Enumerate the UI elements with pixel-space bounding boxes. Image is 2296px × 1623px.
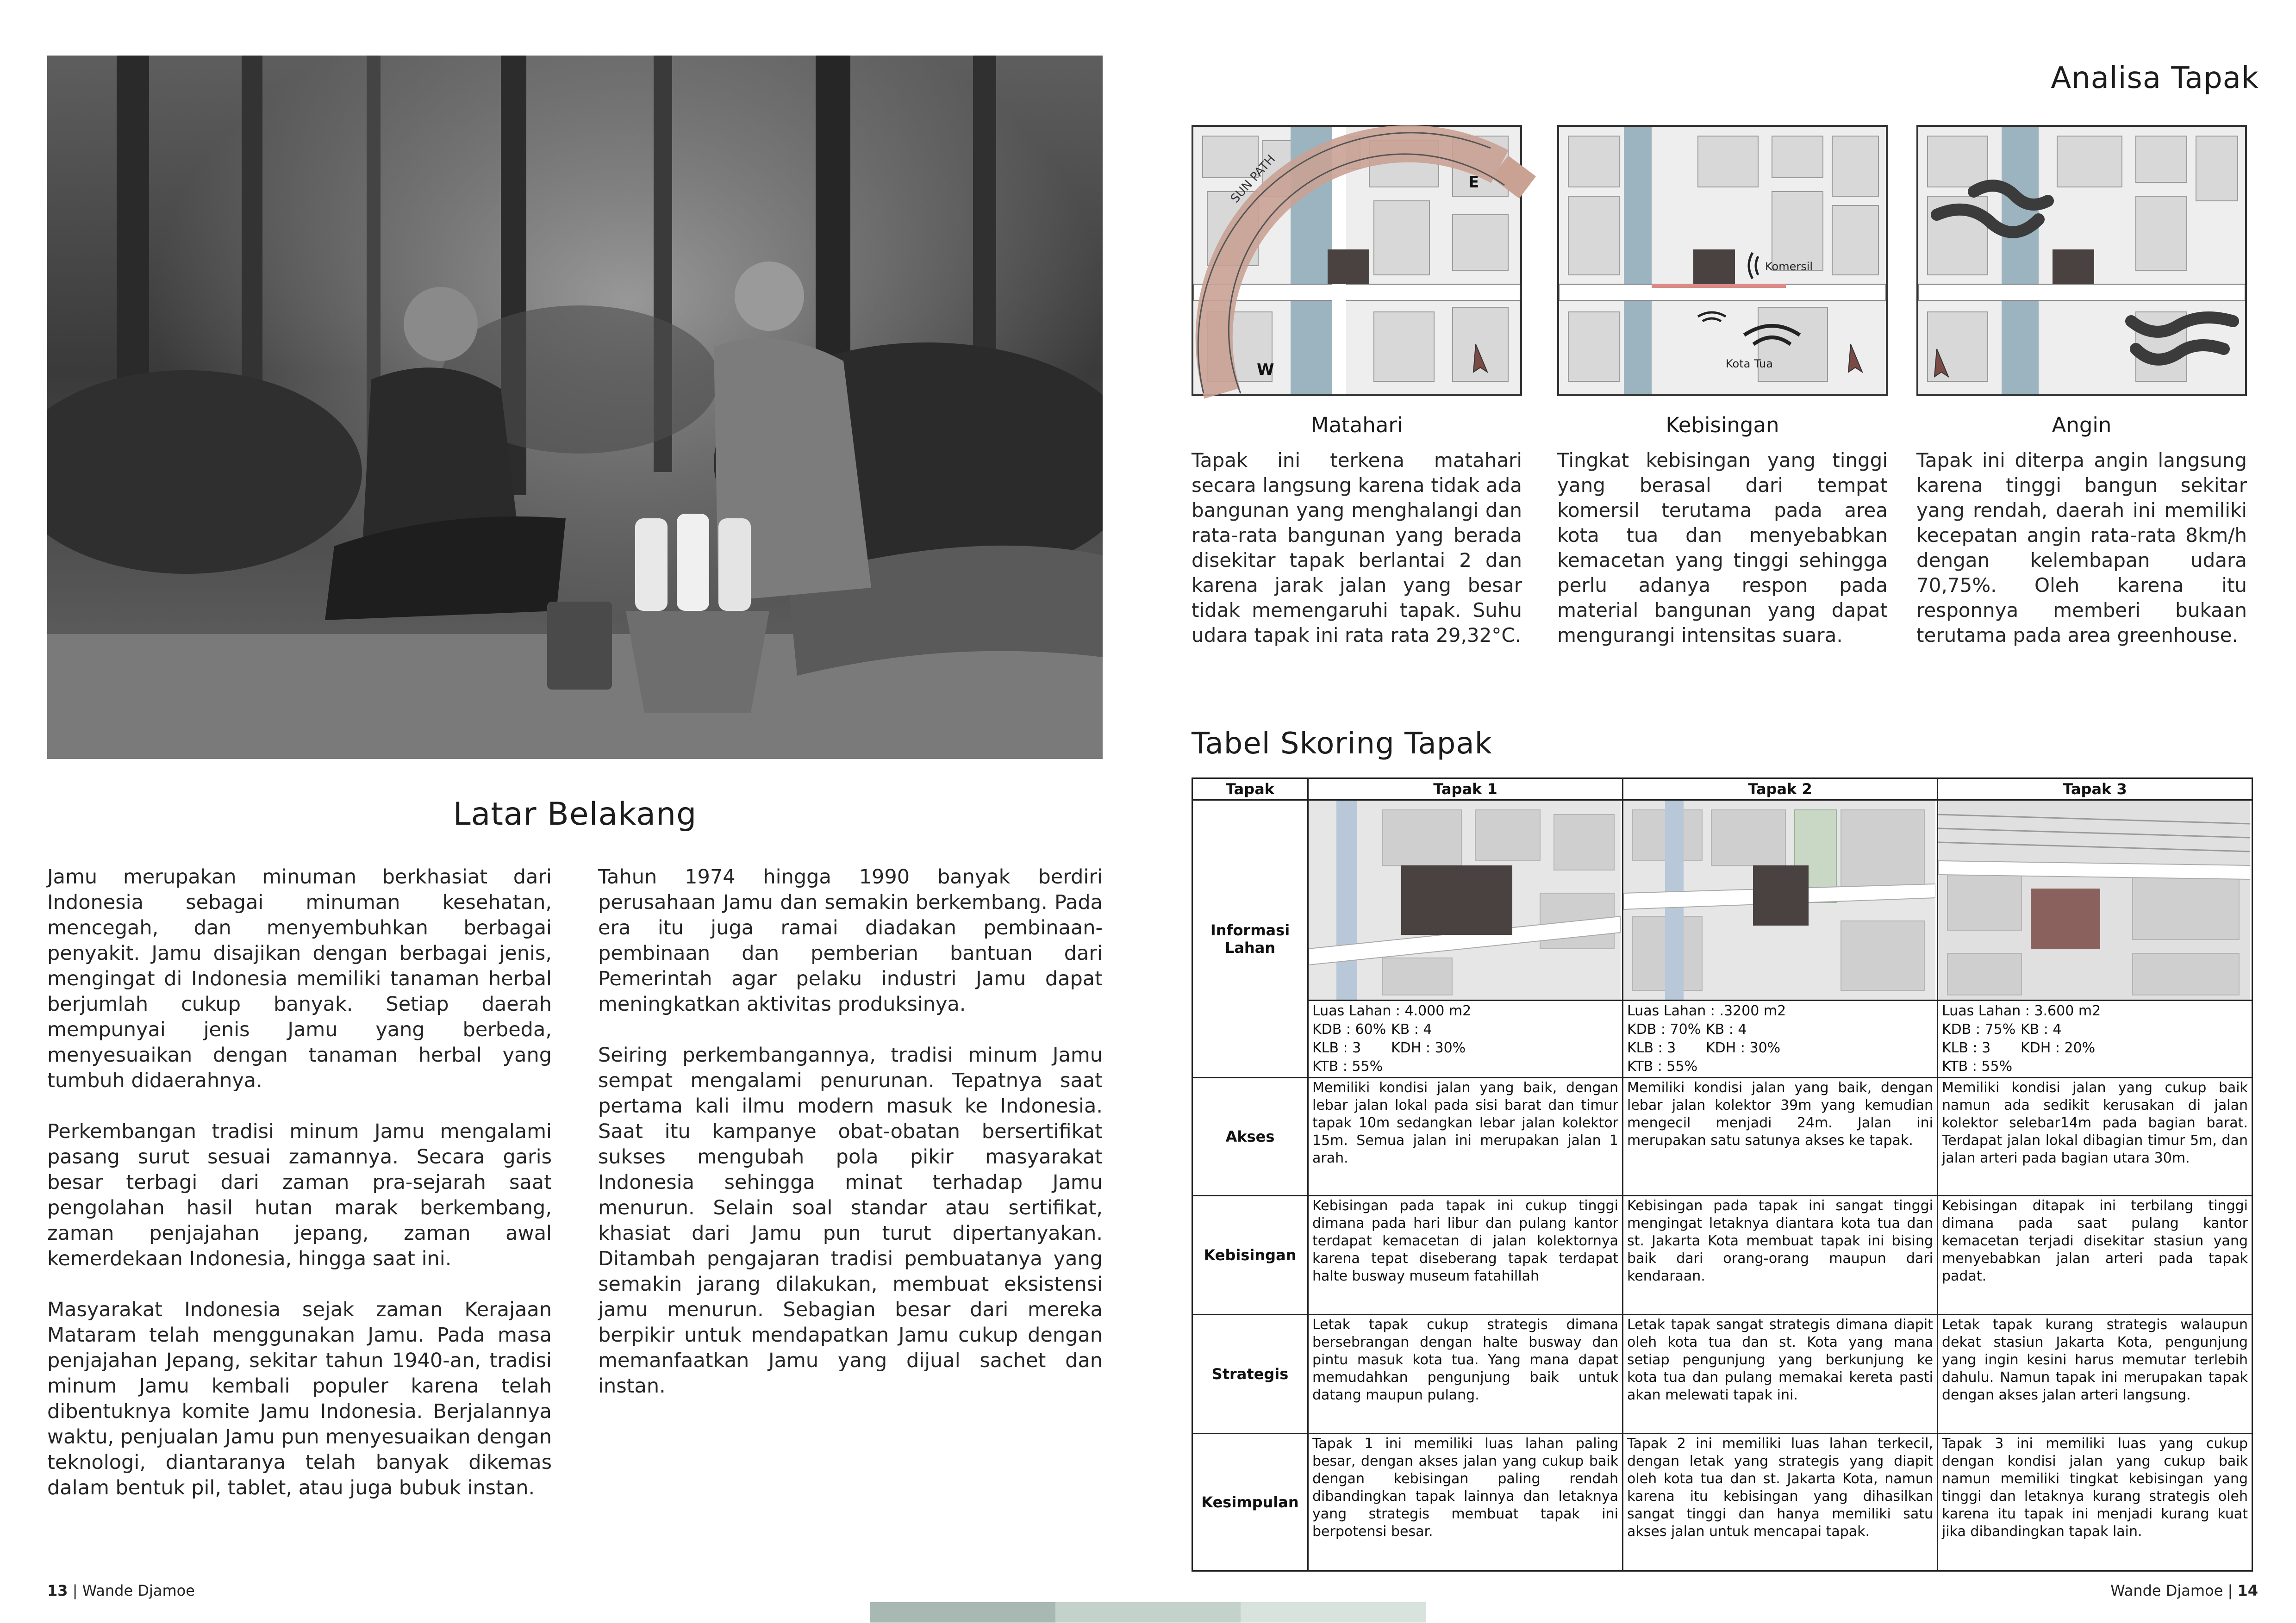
analysis-title-kebisingan: Kebisingan bbox=[1666, 413, 1779, 437]
ktb: KTB : 55% bbox=[1627, 1058, 1698, 1075]
body-column-1 bbox=[47, 864, 552, 1526]
table-cell: Tapak 2 ini memiliki luas lahan terkecil, dengan letak yang strategis yang diapit oleh kota tua dan st. Jakarta Kota, namun karena itu kebisingan yang dihasilkan sangat tinggi dan hanya memiliki satu akses jalan untuk mencapai tapak. bbox=[1623, 1434, 1938, 1571]
luas-lahan: Luas Lahan : 4.000 m2 bbox=[1312, 1003, 1472, 1019]
table-header-row bbox=[1192, 778, 2252, 800]
analysis-text-angin: Tapak ini diterpa angin langsung karena tinggi bangun sekitar yang rendah, daerah ini memiliki kecepatan angin rata-rata 8km/h dengan kelembapan udara 70,75%. Oleh karena itu responnya memberi bukaan terutama pada area greenhouse. bbox=[1916, 449, 2247, 647]
table-cell: Memiliki kondisi jalan yang baik, dengan lebar jalan kolektor 39m yang kemudian mengecil menjadi 24m. Jalan ini merupakan satu satunya akses ke tapak. bbox=[1623, 1078, 1938, 1196]
table-row-akses bbox=[1192, 1078, 2252, 1196]
table-header: Tapak 1 bbox=[1308, 778, 1623, 800]
table-cell: Tapak 1 ini memiliki luas lahan paling besar, dengan akses jalan yang cukup baik dengan kebisingan paling rendah dibandingkan tapak lainnya dan letaknya yang strategis membuat tapak ini berpotensi besar. bbox=[1308, 1434, 1623, 1571]
table-cell: Tapak 3 ini memiliki luas yang cukup dengan kondisi jalan yang cukup baik namun memiliki tingkat kebisingan yang tinggi dan letaknya kurang strategis oleh karena itu tapak ini menjadi kurang kuat jika dibandingkan tapak lain. bbox=[1938, 1434, 2252, 1571]
klb: KLB : 3 bbox=[1942, 1040, 1991, 1056]
table-row-info bbox=[1192, 1001, 2252, 1078]
sun-path-diagram bbox=[1167, 106, 1546, 403]
page-number: 13 bbox=[47, 1582, 68, 1599]
site-building bbox=[2031, 889, 2100, 949]
row-label-kebisingan: Kebisingan bbox=[1192, 1196, 1308, 1315]
row-label-strategis: Strategis bbox=[1192, 1315, 1308, 1434]
footer-brand: Wande Djamoe bbox=[2110, 1582, 2223, 1599]
tapak-3-info bbox=[1938, 1001, 2252, 1078]
klb: KLB : 3 bbox=[1312, 1040, 1361, 1056]
footer-right: Wande Djamoe | 14 bbox=[2110, 1582, 2258, 1599]
site-map-kebisingan bbox=[1557, 125, 1888, 396]
strip-segment bbox=[1241, 1602, 1426, 1623]
table-cell: Letak tapak cukup strategis dimana bersebrangan dengan halte busway dan pintu masuk kota tua. Yang mana dapat memudahkan pengunjung baik untuk datang maupun pulang. bbox=[1308, 1315, 1623, 1434]
tapak-3-map bbox=[1938, 800, 2252, 1001]
section-title-latar-belakang: Latar Belakang bbox=[453, 796, 697, 833]
decorative-color-strip bbox=[870, 1602, 1426, 1623]
analysis-title-angin: Angin bbox=[2052, 413, 2112, 437]
tapak-2-info bbox=[1623, 1001, 1938, 1078]
table-header: Tapak 3 bbox=[1938, 778, 2252, 800]
table-cell: Kebisingan pada tapak ini cukup tinggi dimana pada hari libur dan pulang kantor terdapat kemacetan di jalan kolektornya karena tepat diseberang tapak terdapat halte busway museum fatahillah bbox=[1308, 1196, 1623, 1315]
paragraph: Tahun 1974 hingga 1990 banyak berdiri perusahaan Jamu dan semakin berkembang. Pada era itu juga ramai diadakan pembinaan-pembinaan dan pemberian bantuan dari Pemerintah agar pelaku industri Jamu dapat meningkatkan aktivitas produksinya. bbox=[598, 865, 1103, 1016]
kdb: KDB : 60% bbox=[1312, 1021, 1386, 1038]
table-row-map bbox=[1192, 800, 2252, 1001]
table-cell: Memiliki kondisi jalan yang cukup baik namun ada sedikit kerusakan di jalan kolektor selebar14m pada bagian barat. Terdapat jalan lokal dibagian timur 5m, dan jalan arteri pada bagian utara 30m. bbox=[1938, 1078, 2252, 1196]
kdb: KDB : 70% bbox=[1627, 1021, 1701, 1038]
tabel-skoring-title: Tabel Skoring Tapak bbox=[1192, 727, 1492, 761]
row-label-akses: Akses bbox=[1192, 1078, 1308, 1196]
kdh: KDH : 20% bbox=[2021, 1040, 2096, 1056]
sun-east-label: E bbox=[1468, 173, 1479, 192]
table-cell: Kebisingan ditapak ini terbilang tinggi dimana pada saat pulang kantor kemacetan terjadi disekitar stasiun yang menyebabkan jalan arteri pada tapak padat. bbox=[1938, 1196, 2252, 1315]
strip-segment bbox=[1055, 1602, 1241, 1623]
table-row-kebisingan bbox=[1192, 1196, 2252, 1315]
row-label-kesimpulan: Kesimpulan bbox=[1192, 1434, 1308, 1571]
analysis-title-matahari: Matahari bbox=[1310, 413, 1403, 437]
row-label-informasi-lahan: Informasi Lahan bbox=[1192, 800, 1308, 1078]
klb: KLB : 3 bbox=[1627, 1040, 1676, 1056]
table-header: Tapak 2 bbox=[1623, 778, 1938, 800]
kb: KB : 4 bbox=[2021, 1021, 2062, 1038]
tapak-2-map bbox=[1623, 800, 1938, 1001]
footer-brand: Wande Djamoe bbox=[82, 1582, 195, 1599]
site-map-angin bbox=[1916, 125, 2247, 396]
footer-left: 13 | Wande Djamoe bbox=[47, 1582, 195, 1599]
kdh: KDH : 30% bbox=[1706, 1040, 1781, 1056]
site-building bbox=[2053, 249, 2094, 284]
analisa-tapak-title: Analisa Tapak bbox=[2051, 61, 2259, 95]
site-building bbox=[1693, 249, 1735, 284]
analysis-text-matahari: Tapak ini terkena matahari secara langsung karena tidak ada bangunan yang menghalangi dan rata-rata bangunan yang berada disekitar tapak berlantai 2 dan karena jarak jalan yang besar tidak memengaruhi tapak. Suhu udara tapak ini rata rata 29,32°C. bbox=[1192, 449, 1522, 647]
tapak-1-map bbox=[1308, 800, 1623, 1001]
page-number: 14 bbox=[2237, 1582, 2258, 1599]
table-row-strategis bbox=[1192, 1315, 2252, 1434]
table-cell: Memiliki kondisi jalan yang baik, dengan lebar jalan lokal pada sisi barat dan timur tapak 10m sedangkan lebar jalan kolektor 15m. Semua jalan ini merupakan jalan 1 arah. bbox=[1308, 1078, 1623, 1196]
luas-lahan: Luas Lahan : 3.600 m2 bbox=[1942, 1003, 2101, 1019]
table-header: Tapak bbox=[1192, 778, 1308, 800]
paragraph: Seiring perkembangannya, tradisi minum Jamu sempat mengalami penurunan. Tepatnya saat pertama kali ilmu modern masuk ke Indonesia. Saat itu kampanye obat-obatan bersertifikat sukses mengubah pola pikir masyarakat Indonesia sehingga minat terhadap Jamu menurun. Selain soal standar atau sertifikat, khasiat dari Jamu pun turut dipertanyakan. Ditambah pengajaran tradisi pembuatanya yang semakin jarang dilakukan, membuat eksistensi jamu menurun. Sebagian besar dari mereka berpikir untuk mendapatkan Jamu cukup dengan memanfaatkan Jamu yang dijual sachet dan instan. bbox=[598, 1044, 1103, 1398]
paragraph: Jamu merupakan minuman berkhasiat dari Indonesia sebagai minuman kesehatan, mencegah, dan menyembuhkan berbagai penyakit. Jamu disajikan dengan berbagai jenis, mengingat di Indonesia memiliki tanaman herbal berjumlah cukup banyak. Setiap daerah mempunyai jenis Jamu yang berbeda, menyesuaikan dengan tanaman herbal yang tumbuh didaerahnya. bbox=[47, 865, 552, 1092]
site-building bbox=[1753, 865, 1809, 926]
sun-west-label: W bbox=[1257, 361, 1274, 379]
site-building bbox=[1401, 865, 1512, 935]
noise-label-kota-tua: Kota Tua bbox=[1726, 357, 1773, 370]
table-cell: Letak tapak kurang strategis walaupun dekat stasiun Jakarta Kota, pengunjung yang ingin kesini harus memutar terlebih dahulu. Namun tapak ini merupakan tapak dengan akses jalan arteri langsung. bbox=[1938, 1315, 2252, 1434]
ktb: KTB : 55% bbox=[1312, 1058, 1383, 1075]
site-scoring-table bbox=[1192, 777, 2253, 1572]
paragraph: Perkembangan tradisi minum Jamu mengalami pasang surut sesuai zamannya. Secara garis besar terbagi dari zaman pra-sejarah saat pengolahan hasil hutan marak berkembang, zaman penjajahan jepang, zaman awal kemerdekaan Indonesia, hingga saat ini. bbox=[47, 1120, 552, 1270]
kdh: KDH : 30% bbox=[1391, 1040, 1466, 1056]
kb: KB : 4 bbox=[1706, 1021, 1747, 1038]
sun-path-label: SUN PATH bbox=[1228, 152, 1279, 206]
body-column-2 bbox=[598, 864, 1103, 1424]
ktb: KTB : 55% bbox=[1942, 1058, 2013, 1075]
table-cell: Letak tapak sangat strategis dimana diapit oleh kota tua dan st. Kota yang mana setiap pengunjung yang berkunjung ke kota tua dan pulang memakai kereta pasti akan melewati tapak ini. bbox=[1623, 1315, 1938, 1434]
table-row-kesimpulan bbox=[1192, 1434, 2252, 1571]
jamu-vendors-photo bbox=[47, 56, 1103, 759]
paragraph: Masyarakat Indonesia sejak zaman Kerajaan Mataram telah menggunakan Jamu. Pada masa penjajahan Jepang, sekitar tahun 1940-an, tradisi minum Jamu kembali populer karena telah dibentuknya komite Jamu Indonesia. Berjalannya waktu, penjualan Jamu pun menyesuaikan dengan teknologi, diantaranya telah banyak dikemas dalam bentuk pil, tablet, atau juga bubuk instan. bbox=[47, 1298, 552, 1499]
kb: KB : 4 bbox=[1391, 1021, 1432, 1038]
kdb: KDB : 75% bbox=[1942, 1021, 2016, 1038]
strip-segment bbox=[870, 1602, 1055, 1623]
tapak-1-info bbox=[1308, 1001, 1623, 1078]
luas-lahan: Luas Lahan : .3200 m2 bbox=[1627, 1003, 1786, 1019]
table-cell: Kebisingan pada tapak ini sangat tinggi mengingat letaknya diantara kota tua dan st. Jakarta Kota membuat tapak ini bising baik dari orang-orang maupun dari kendaraan. bbox=[1623, 1196, 1938, 1315]
noise-label-komersil: Komersil bbox=[1765, 260, 1813, 273]
analysis-text-kebisingan: Tingkat kebisingan yang tinggi yang berasal dari tempat komersil terutama pada area kota tua dan menyebabkan kemacetan yang tinggi sehingga perlu adanya respon pada material bangunan yang dapat mengurangi intensitas suara. bbox=[1557, 449, 1888, 647]
